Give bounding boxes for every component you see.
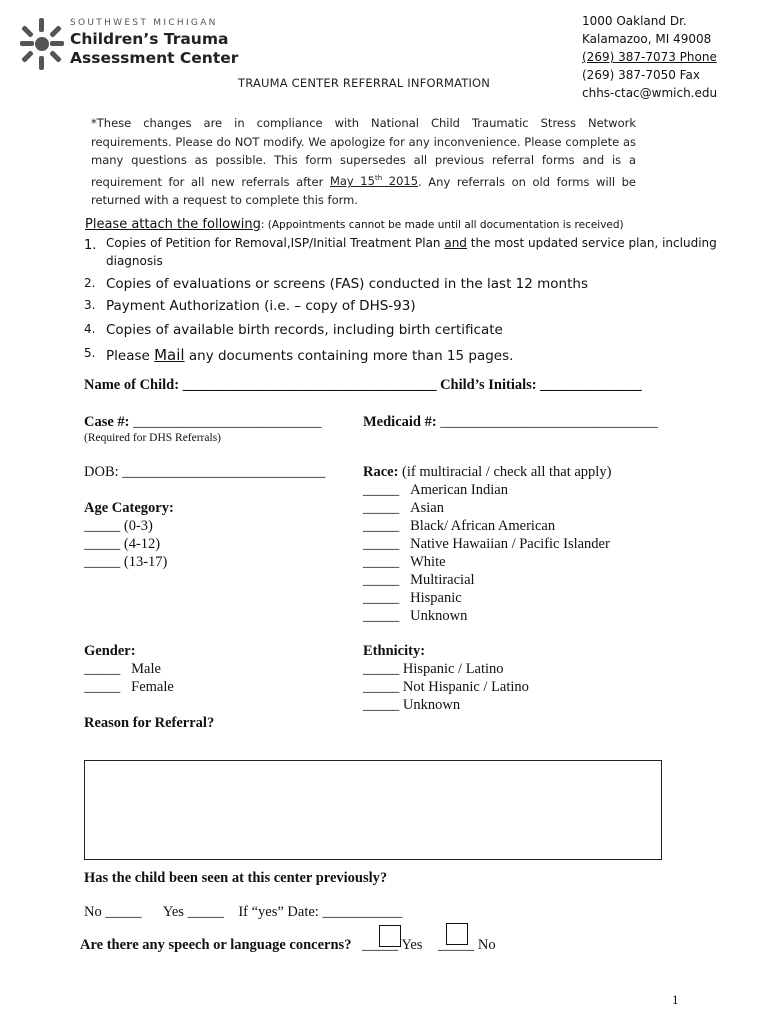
list-item-text-pre: Copies of Petition for Removal,ISP/Initial Treatment Plan: [106, 236, 445, 250]
gender-option-label: Female: [131, 679, 174, 695]
age-option[interactable]: [84, 536, 160, 553]
org-name-line1: Children’s Trauma: [70, 30, 229, 48]
speech-yes-blank[interactable]: _____: [362, 937, 399, 953]
child-name-label: Name of Child:: [84, 377, 180, 393]
race-option[interactable]: [363, 572, 475, 589]
seen-date-blank[interactable]: ___________: [322, 904, 403, 920]
medicaid-label: Medicaid #:: [363, 414, 437, 430]
speech-yes-label: Yes: [401, 937, 423, 953]
race-option-label: Black/ African American: [410, 518, 556, 534]
race-option[interactable]: [363, 554, 446, 571]
ethnicity-option[interactable]: [363, 697, 460, 714]
notice-date-year: 2015: [388, 174, 419, 189]
race-option[interactable]: [363, 518, 555, 535]
race-option-label: Multiracial: [410, 572, 475, 588]
address-street: 1000 Oakland Dr.: [582, 14, 687, 28]
case-number-blank[interactable]: __________________________: [133, 414, 322, 430]
race-option-label: White: [410, 554, 446, 570]
child-name-field[interactable]: [84, 377, 642, 394]
ethnicity-option[interactable]: [363, 661, 504, 678]
race-option[interactable]: [363, 500, 444, 517]
list-item-text: Copies of available birth records, including birth certificate: [106, 322, 503, 338]
speech-yes-option: [362, 937, 422, 954]
list-item-number: 3.: [84, 298, 96, 312]
child-initials-label: Child’s Initials:: [440, 377, 537, 393]
race-option-blank[interactable]: _____: [363, 554, 400, 570]
ethnicity-option-blank[interactable]: _____: [363, 697, 400, 713]
seen-no-blank[interactable]: _____: [105, 904, 142, 920]
attach-heading: [85, 213, 624, 232]
reason-label: Reason for Referral?: [84, 715, 215, 731]
list-item-text-pre: Please: [106, 348, 155, 364]
list-item-number: 1.: [84, 238, 97, 253]
speech-no-label: No: [477, 937, 496, 953]
age-option-blank[interactable]: _____: [84, 518, 121, 534]
speech-no-blank[interactable]: _____: [438, 937, 475, 953]
speech-no-option: [438, 937, 496, 954]
attach-heading-note: : (Appointments cannot be made until all documentation is received): [260, 219, 624, 231]
form-title: TRAUMA CENTER REFERRAL INFORMATION: [238, 76, 491, 90]
reason-textbox[interactable]: [84, 760, 662, 860]
hands-logo-icon: [18, 16, 66, 72]
medicaid-blank[interactable]: ______________________________: [440, 414, 658, 430]
notice-date: [330, 174, 418, 188]
seen-date-label: If “yes” Date:: [238, 904, 319, 920]
age-option-label: (13-17): [123, 554, 168, 570]
address-fax: (269) 387-7050 Fax: [582, 68, 700, 82]
race-option-label: Native Hawaiian / Pacific Islander: [410, 536, 610, 552]
dob-field[interactable]: [84, 464, 325, 481]
gender-option-blank[interactable]: _____: [84, 679, 121, 695]
ethnicity-option-label: Unknown: [402, 697, 461, 713]
list-item-text: [106, 236, 717, 250]
race-option-blank[interactable]: _____: [363, 536, 400, 552]
notice-text-2: . Any referrals on old forms will be returned with a request to complete this form.: [91, 174, 637, 207]
case-number-field[interactable]: [84, 414, 322, 431]
age-category-label: Age Category:: [84, 500, 174, 516]
case-number-label: Case #:: [84, 414, 130, 430]
list-item-text-line2: diagnosis: [106, 254, 163, 268]
gender-label: Gender:: [84, 643, 136, 659]
ethnicity-option-label: Hispanic / Latino: [402, 661, 504, 677]
list-item-number: 2.: [84, 276, 96, 290]
race-label: Race:: [363, 464, 399, 480]
address-city: Kalamazoo, MI 49008: [582, 32, 712, 46]
ethnicity-option-label: Not Hispanic / Latino: [402, 679, 529, 695]
list-item-text: Copies of evaluations or screens (FAS) conducted in the last 12 months: [106, 276, 588, 292]
address-phone: (269) 387-7073 Phone: [582, 50, 717, 64]
race-option-label: American Indian: [410, 482, 508, 498]
list-item-text-underlined: and: [444, 236, 467, 250]
child-initials-blank[interactable]: ______________: [540, 377, 642, 393]
list-item-text-post: the most updated service plan, including: [466, 236, 717, 250]
ethnicity-label: Ethnicity:: [363, 643, 426, 659]
case-number-note: (Required for DHS Referrals): [84, 432, 221, 444]
medicaid-field[interactable]: [363, 414, 658, 431]
notice-date-day: May 15: [329, 174, 375, 189]
race-option-label: Hispanic: [410, 590, 462, 606]
race-note: (if multiracial / check all that apply): [402, 464, 612, 480]
race-option-blank[interactable]: _____: [363, 590, 400, 606]
seen-no-label: No: [84, 904, 102, 920]
notice-date-sup: th: [374, 174, 383, 183]
seen-yes-label: Yes: [162, 904, 184, 920]
org-region: SOUTHWEST MICHIGAN: [70, 18, 218, 28]
dob-blank[interactable]: ____________________________: [122, 464, 326, 480]
race-option-label: Asian: [410, 500, 444, 516]
age-option-blank[interactable]: _____: [84, 554, 121, 570]
race-option[interactable]: [363, 536, 610, 553]
address-block: [582, 12, 717, 102]
ethnicity-option-blank[interactable]: _____: [363, 661, 400, 677]
age-option[interactable]: [84, 554, 167, 571]
gender-option[interactable]: [84, 661, 161, 678]
race-option-blank[interactable]: _____: [363, 608, 400, 624]
gender-option[interactable]: [84, 679, 174, 696]
ethnicity-option[interactable]: [363, 679, 529, 696]
dob-label: DOB:: [84, 464, 119, 480]
compliance-notice: [91, 114, 636, 209]
list-item-text: [106, 346, 513, 364]
page-number: 1: [672, 992, 679, 1007]
org-name-line2: Assessment Center: [70, 49, 239, 67]
child-name-blank[interactable]: ___________________________________: [182, 377, 437, 393]
list-item-text-post: any documents containing more than 15 pages.: [184, 348, 514, 364]
gender-option-blank[interactable]: _____: [84, 661, 121, 677]
list-item-number: 5.: [84, 346, 96, 360]
seen-answer-row: [84, 904, 402, 921]
address-email: chhs-ctac@wmich.edu: [582, 86, 718, 100]
race-option-blank[interactable]: _____: [363, 482, 400, 498]
age-option-blank[interactable]: _____: [84, 536, 121, 552]
notice-text-1: *These changes are in compliance with National Child Traumatic Stress Network requirements. Please do NOT modify. We apologize for any inconvenience. Please complete as many questions as possible. This form supersedes all previous referral forms and is a requirement for all new referrals after: [91, 116, 636, 189]
gender-option-label: Male: [131, 661, 161, 677]
ethnicity-option-blank[interactable]: _____: [363, 679, 400, 695]
race-option-label: Unknown: [410, 608, 468, 624]
race-option[interactable]: [363, 482, 508, 499]
race-option[interactable]: [363, 608, 467, 625]
list-item-text-underlined: Mail: [154, 346, 185, 364]
list-item-number: 4.: [84, 322, 96, 336]
attach-heading-title: Please attach the following: [85, 217, 261, 232]
race-option[interactable]: [363, 590, 462, 607]
race-option-blank[interactable]: _____: [363, 518, 400, 534]
seen-question: Has the child been seen at this center previously?: [84, 870, 388, 886]
race-option-blank[interactable]: _____: [363, 572, 400, 588]
age-option[interactable]: [84, 518, 153, 535]
age-option-label: (4-12): [123, 536, 161, 552]
age-option-label: (0-3): [123, 518, 153, 534]
race-label-row: [363, 464, 611, 481]
speech-question: Are there any speech or language concerns?: [80, 937, 352, 953]
org-logo: [18, 16, 258, 76]
race-option-blank[interactable]: _____: [363, 500, 400, 516]
list-item-text: Payment Authorization (i.e. – copy of DHS-93): [106, 298, 416, 314]
seen-yes-blank[interactable]: _____: [187, 904, 224, 920]
